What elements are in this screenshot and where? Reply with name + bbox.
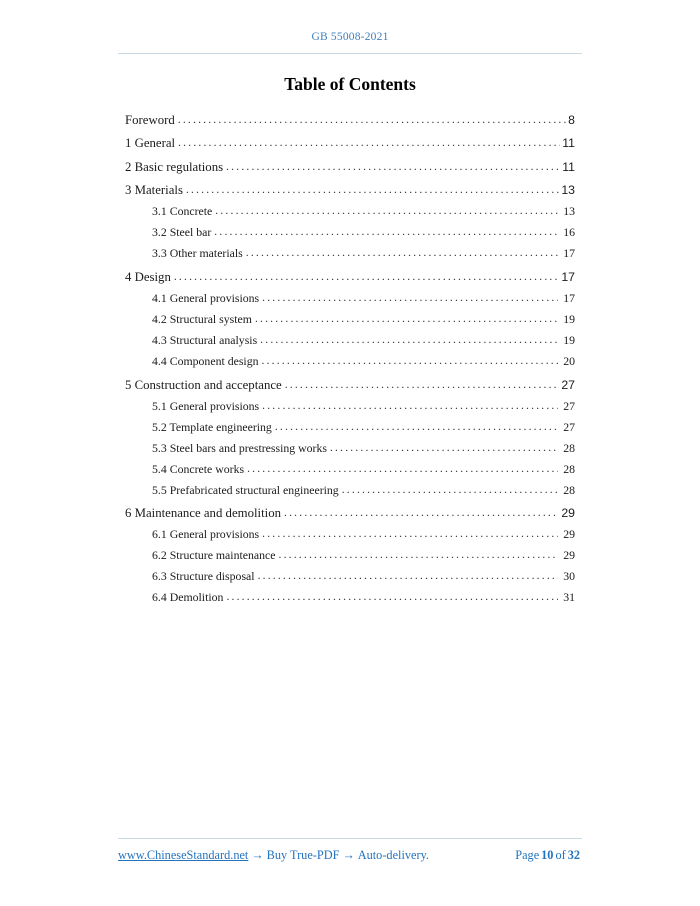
toc-dot-leader xyxy=(247,460,558,477)
toc-entry-label: 5.2 Template engineering xyxy=(152,419,272,434)
toc-entry[interactable] xyxy=(125,414,575,435)
toc-dot-leader xyxy=(214,223,558,240)
toc-entry-label: 4.2 Structural system xyxy=(152,311,252,326)
toc-entry-label: 6.4 Demolition xyxy=(152,590,224,605)
toc-entry-label: 3 Materials xyxy=(125,183,183,198)
toc-dot-leader xyxy=(330,439,558,456)
toc-dot-leader xyxy=(174,268,559,285)
toc-dot-leader xyxy=(262,525,558,542)
toc-entry-label: 5.3 Steel bars and prestressing works xyxy=(152,440,327,455)
header-divider xyxy=(118,53,582,54)
toc-dot-leader xyxy=(215,202,558,219)
toc-entry[interactable] xyxy=(125,104,575,128)
toc-entry[interactable] xyxy=(125,128,575,152)
toc-entry[interactable] xyxy=(125,306,575,327)
toc-entry[interactable] xyxy=(125,542,575,563)
toc-page-number: 29 xyxy=(561,506,575,521)
toc-dot-leader xyxy=(258,567,559,584)
page-title: Table of Contents xyxy=(284,74,416,94)
toc-entry[interactable] xyxy=(125,198,575,219)
toc-page-number: 17 xyxy=(561,269,575,284)
toc-entry-label: 4.3 Structural analysis xyxy=(152,332,258,347)
toc-page-number: 17 xyxy=(563,246,575,261)
toc-page-number: 20 xyxy=(563,353,575,368)
toc-entry[interactable] xyxy=(125,369,575,393)
current-page-number: 10 xyxy=(541,848,554,862)
toc-entry-label: 5.5 Prefabricated structural engineering xyxy=(152,482,339,497)
of-word: of xyxy=(555,848,566,862)
toc-page-number: 13 xyxy=(563,204,575,219)
toc-dot-leader xyxy=(226,158,560,175)
toc-entry[interactable] xyxy=(125,477,575,498)
toc-dot-leader xyxy=(260,331,558,348)
toc-page-number: 29 xyxy=(563,527,575,542)
toc-dot-leader xyxy=(246,244,558,261)
footer-action-buy: Buy True-PDF xyxy=(266,848,340,862)
toc-page-number: 30 xyxy=(563,569,575,584)
toc-entry-label: 6.2 Structure maintenance xyxy=(152,548,276,563)
toc-page-number: 16 xyxy=(563,225,575,240)
toc-dot-leader xyxy=(284,504,559,521)
arrow-right-icon: → xyxy=(251,848,264,862)
toc-page-number: 13 xyxy=(561,183,575,198)
toc-dot-leader xyxy=(178,134,560,151)
toc-entry-label: 6 Maintenance and demolition xyxy=(125,506,282,521)
toc-dot-leader xyxy=(285,376,560,393)
toc-dot-leader xyxy=(262,352,559,369)
table-of-contents xyxy=(125,104,575,605)
toc-entry-label: 2 Basic regulations xyxy=(125,159,224,174)
toc-page-number: 19 xyxy=(563,332,575,347)
toc-entry[interactable] xyxy=(125,175,575,199)
page-footer xyxy=(118,847,582,864)
toc-entry[interactable] xyxy=(125,584,575,605)
toc-entry[interactable] xyxy=(125,435,575,456)
footer-promo xyxy=(118,847,429,864)
toc-dot-leader xyxy=(178,111,566,128)
toc-page-number: 28 xyxy=(563,482,575,497)
toc-entry[interactable] xyxy=(125,240,575,261)
toc-dot-leader xyxy=(262,397,558,414)
toc-entry[interactable] xyxy=(125,456,575,477)
toc-page-number: 28 xyxy=(563,440,575,455)
footer-action-delivery: Auto-delivery. xyxy=(357,848,429,862)
toc-page-number: 19 xyxy=(563,311,575,326)
toc-page-number: 11 xyxy=(562,159,575,174)
toc-entry-label: 5.4 Concrete works xyxy=(152,461,245,476)
toc-page-number: 31 xyxy=(563,590,575,605)
total-page-count: 32 xyxy=(567,848,580,862)
page-word: Page xyxy=(515,848,540,862)
toc-entry[interactable] xyxy=(125,563,575,584)
toc-entry[interactable] xyxy=(125,261,575,285)
toc-entry-label: 6.3 Structure disposal xyxy=(152,569,255,584)
toc-page-number: 17 xyxy=(563,290,575,305)
toc-entry[interactable] xyxy=(125,348,575,369)
toc-page-number: 27 xyxy=(561,377,575,392)
toc-page-number: 8 xyxy=(568,112,575,127)
toc-page-number: 29 xyxy=(563,548,575,563)
toc-dot-leader xyxy=(255,310,558,327)
page-indicator xyxy=(515,847,582,864)
toc-entry[interactable] xyxy=(125,521,575,542)
toc-page-number: 27 xyxy=(563,419,575,434)
toc-page-number: 27 xyxy=(563,398,575,413)
toc-entry[interactable] xyxy=(125,151,575,175)
toc-page-number: 28 xyxy=(563,461,575,476)
toc-entry-label: 5 Construction and acceptance xyxy=(125,377,282,392)
toc-entry-label: Foreword xyxy=(125,112,175,127)
toc-entry-label: 1 General xyxy=(125,136,176,151)
toc-entry[interactable] xyxy=(125,285,575,306)
toc-dot-leader xyxy=(342,481,558,498)
toc-entry-label: 3.3 Other materials xyxy=(152,246,243,261)
toc-entry[interactable] xyxy=(125,219,575,240)
website-link[interactable]: www.ChineseStandard.net xyxy=(118,848,249,862)
page-header-doc-number: GB 55008-2021 xyxy=(311,31,389,43)
toc-entry[interactable] xyxy=(125,498,575,522)
toc-dot-leader xyxy=(279,546,559,563)
footer-divider xyxy=(118,838,582,839)
toc-dot-leader xyxy=(275,418,558,435)
toc-entry-label: 3.1 Concrete xyxy=(152,204,213,219)
toc-entry-label: 5.1 General provisions xyxy=(152,398,260,413)
toc-entry-label: 4 Design xyxy=(125,269,171,284)
toc-entry-label: 3.2 Steel bar xyxy=(152,225,212,240)
toc-dot-leader xyxy=(262,289,558,306)
toc-dot-leader xyxy=(226,588,558,605)
toc-entry[interactable] xyxy=(125,393,575,414)
arrow-right-icon: → xyxy=(342,848,355,862)
toc-entry-label: 6.1 General provisions xyxy=(152,527,260,542)
toc-dot-leader xyxy=(186,181,559,198)
toc-entry-label: 4.4 Component design xyxy=(152,353,259,368)
toc-entry[interactable] xyxy=(125,327,575,348)
toc-entry-label: 4.1 General provisions xyxy=(152,290,260,305)
toc-page-number: 11 xyxy=(562,136,575,151)
